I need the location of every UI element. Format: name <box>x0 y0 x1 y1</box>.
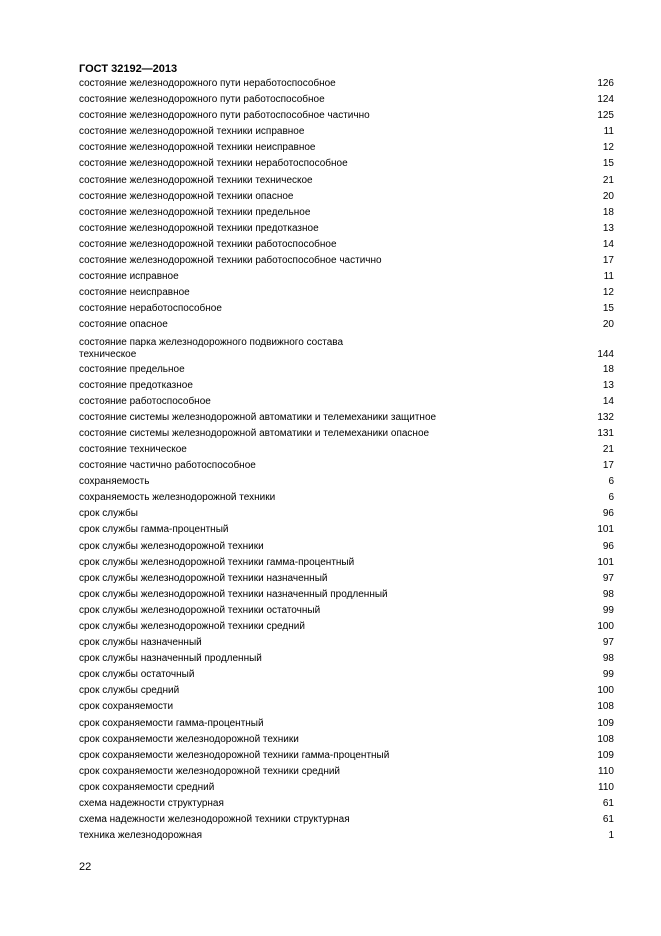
index-term: схема надежности железнодорожной техники структурная <box>79 814 350 826</box>
index-term: срок сохраняемости железнодорожной техники средний <box>79 765 341 777</box>
index-page-ref: 131 <box>597 427 614 439</box>
index-term: срок службы остаточный <box>79 669 195 681</box>
index-term: состояние неработоспособное <box>79 303 222 315</box>
index-page-ref: 124 <box>597 94 614 106</box>
index-list <box>79 76 614 844</box>
index-term: срок службы железнодорожной техники гамма-процентный <box>79 556 355 568</box>
index-term: срок службы железнодорожной техники <box>79 540 264 552</box>
index-term: состояние железнодорожной техники работоспособное частично <box>79 255 382 267</box>
index-entry <box>79 269 614 285</box>
index-term: срок сохраняемости гамма-процентный <box>79 717 264 729</box>
index-page-ref: 17 <box>602 255 614 267</box>
index-entry <box>79 221 614 237</box>
index-term: состояние неисправное <box>79 287 190 299</box>
index-entry <box>79 828 614 844</box>
index-page-ref: 96 <box>602 508 614 520</box>
index-page-ref: 98 <box>602 588 614 600</box>
index-entry <box>79 555 614 571</box>
index-page-ref: 101 <box>597 524 614 536</box>
index-term: сохраняемость железнодорожной техники <box>79 492 276 504</box>
index-page-ref: 108 <box>597 701 614 713</box>
index-term: срок сохраняемости железнодорожной техники <box>79 733 299 745</box>
index-page-ref: 99 <box>602 604 614 616</box>
index-page-ref: 21 <box>602 443 614 455</box>
index-page-ref: 100 <box>597 685 614 697</box>
index-page-ref: 144 <box>597 348 614 360</box>
index-entry <box>79 237 614 253</box>
index-term: срок службы назначенный <box>79 637 202 649</box>
index-page-ref: 97 <box>602 572 614 584</box>
index-term: срок службы средний <box>79 685 180 697</box>
index-page-ref: 97 <box>602 637 614 649</box>
index-term: состояние железнодорожной техники исправное <box>79 126 305 138</box>
index-entry <box>79 189 614 205</box>
index-page-ref: 21 <box>602 174 614 186</box>
index-page-ref: 17 <box>602 460 614 472</box>
index-page-ref: 110 <box>598 765 614 777</box>
index-page-ref: 6 <box>608 492 614 504</box>
index-entry <box>79 474 614 490</box>
index-entry <box>79 173 614 189</box>
document-header: ГОСТ 32192—2013 <box>79 63 178 75</box>
index-page-ref: 12 <box>602 287 614 299</box>
index-term: состояние предотказное <box>79 379 193 391</box>
index-entry <box>79 108 614 124</box>
index-term: состояние системы железнодорожной автоматики и телемеханики защитное <box>79 411 437 423</box>
index-page-ref: 61 <box>602 798 614 810</box>
index-page-ref: 101 <box>597 556 614 568</box>
index-entry <box>79 732 614 748</box>
index-page-ref: 99 <box>602 669 614 681</box>
index-page-ref: 18 <box>602 363 614 375</box>
index-entry <box>79 458 614 474</box>
index-entry <box>79 442 614 458</box>
index-entry <box>79 76 614 92</box>
index-page-ref: 15 <box>602 158 614 170</box>
index-entry <box>79 587 614 603</box>
index-page-ref: 110 <box>598 781 614 793</box>
index-page-ref: 13 <box>602 379 614 391</box>
index-entry <box>79 539 614 555</box>
index-entry <box>79 285 614 301</box>
index-entry <box>79 156 614 172</box>
index-page-ref: 12 <box>602 142 614 154</box>
index-term: состояние предельное <box>79 363 185 375</box>
index-term: состояние железнодорожной техники предельное <box>79 206 311 218</box>
index-term: состояние железнодорожной техники неисправное <box>79 142 316 154</box>
index-entry <box>79 362 614 378</box>
index-entry <box>79 780 614 796</box>
index-page-ref: 61 <box>602 814 614 826</box>
index-term: состояние техническое <box>79 443 187 455</box>
index-page-ref: 13 <box>602 222 614 234</box>
index-term: срок службы гамма-процентный <box>79 524 229 536</box>
index-entry <box>79 603 614 619</box>
index-term: состояние работоспособное <box>79 395 211 407</box>
page-number: 22 <box>79 861 92 873</box>
index-term: состояние парка железнодорожного подвижного состава техническое <box>79 336 344 360</box>
index-entry <box>79 301 614 317</box>
index-term: состояние железнодорожного пути работоспособное <box>79 94 325 106</box>
index-entry <box>79 522 614 538</box>
index-term: состояние железнодорожной техники неработоспособное <box>79 158 348 170</box>
index-page-ref: 11 <box>603 271 614 283</box>
index-entry <box>79 667 614 683</box>
index-term: срок службы железнодорожной техники назначенный продленный <box>79 588 388 600</box>
index-entry <box>79 506 614 522</box>
index-entry <box>79 410 614 426</box>
index-term: состояние железнодорожной техники техническое <box>79 174 313 186</box>
index-entry <box>79 394 614 410</box>
index-entry <box>79 490 614 506</box>
index-entry <box>79 748 614 764</box>
index-entry <box>79 619 614 635</box>
index-page-ref: 96 <box>602 540 614 552</box>
index-entry <box>79 253 614 269</box>
index-term: срок службы железнодорожной техники остаточный <box>79 604 321 616</box>
index-term: схема надежности структурная <box>79 798 224 810</box>
index-page-ref: 109 <box>597 717 614 729</box>
index-page-ref: 20 <box>602 319 614 331</box>
index-term: техника железнодорожная <box>79 830 202 842</box>
index-entry <box>79 635 614 651</box>
index-page-ref: 18 <box>602 206 614 218</box>
index-entry <box>79 317 614 333</box>
index-page-ref: 11 <box>603 126 614 138</box>
index-term: срок сохраняемости средний <box>79 781 215 793</box>
index-term: состояние исправное <box>79 271 179 283</box>
index-term: состояние железнодорожного пути работоспособное частично <box>79 110 370 122</box>
index-entry <box>79 92 614 108</box>
index-term: состояние системы железнодорожной автоматики и телемеханики опасное <box>79 427 430 439</box>
index-term: срок службы <box>79 508 138 520</box>
index-page-ref: 1 <box>608 830 614 842</box>
index-page-ref: 20 <box>602 190 614 202</box>
index-term: сохраняемость <box>79 476 150 488</box>
index-entry <box>79 796 614 812</box>
index-page-ref: 15 <box>602 303 614 315</box>
index-entry <box>79 426 614 442</box>
index-term: состояние железнодорожного пути неработоспособное <box>79 78 336 89</box>
index-page-ref: 109 <box>597 749 614 761</box>
index-entry <box>79 124 614 140</box>
index-term: состояние железнодорожной техники работоспособное <box>79 238 337 250</box>
index-entry <box>79 764 614 780</box>
index-term: срок сохраняемости железнодорожной техники гамма-процентный <box>79 749 390 761</box>
index-page-ref: 108 <box>597 733 614 745</box>
index-page-ref: 100 <box>597 621 614 632</box>
index-entry <box>79 140 614 156</box>
index-entry <box>79 334 614 362</box>
index-term: срок службы железнодорожной техники средний <box>79 621 305 632</box>
index-entry <box>79 205 614 221</box>
index-page-ref: 132 <box>597 411 614 423</box>
index-entry <box>79 716 614 732</box>
index-term: состояние железнодорожной техники опасное <box>79 190 294 202</box>
index-entry <box>79 812 614 828</box>
index-term: срок службы назначенный продленный <box>79 653 262 665</box>
index-entry <box>79 699 614 715</box>
index-term: состояние железнодорожной техники предотказное <box>79 222 319 234</box>
index-page-ref: 14 <box>602 238 614 250</box>
index-page-ref: 14 <box>602 395 614 407</box>
index-term: срок службы железнодорожной техники назначенный <box>79 572 328 584</box>
index-entry <box>79 683 614 699</box>
index-term: срок сохраняемости <box>79 701 174 713</box>
index-page-ref: 126 <box>597 78 614 89</box>
index-entry <box>79 651 614 667</box>
index-term: состояние опасное <box>79 319 168 331</box>
index-page-ref: 125 <box>597 110 614 122</box>
index-term: состояние частично работоспособное <box>79 460 256 472</box>
index-entry <box>79 571 614 587</box>
index-page-ref: 98 <box>602 653 614 665</box>
index-entry <box>79 378 614 394</box>
index-page-ref: 6 <box>608 476 614 488</box>
